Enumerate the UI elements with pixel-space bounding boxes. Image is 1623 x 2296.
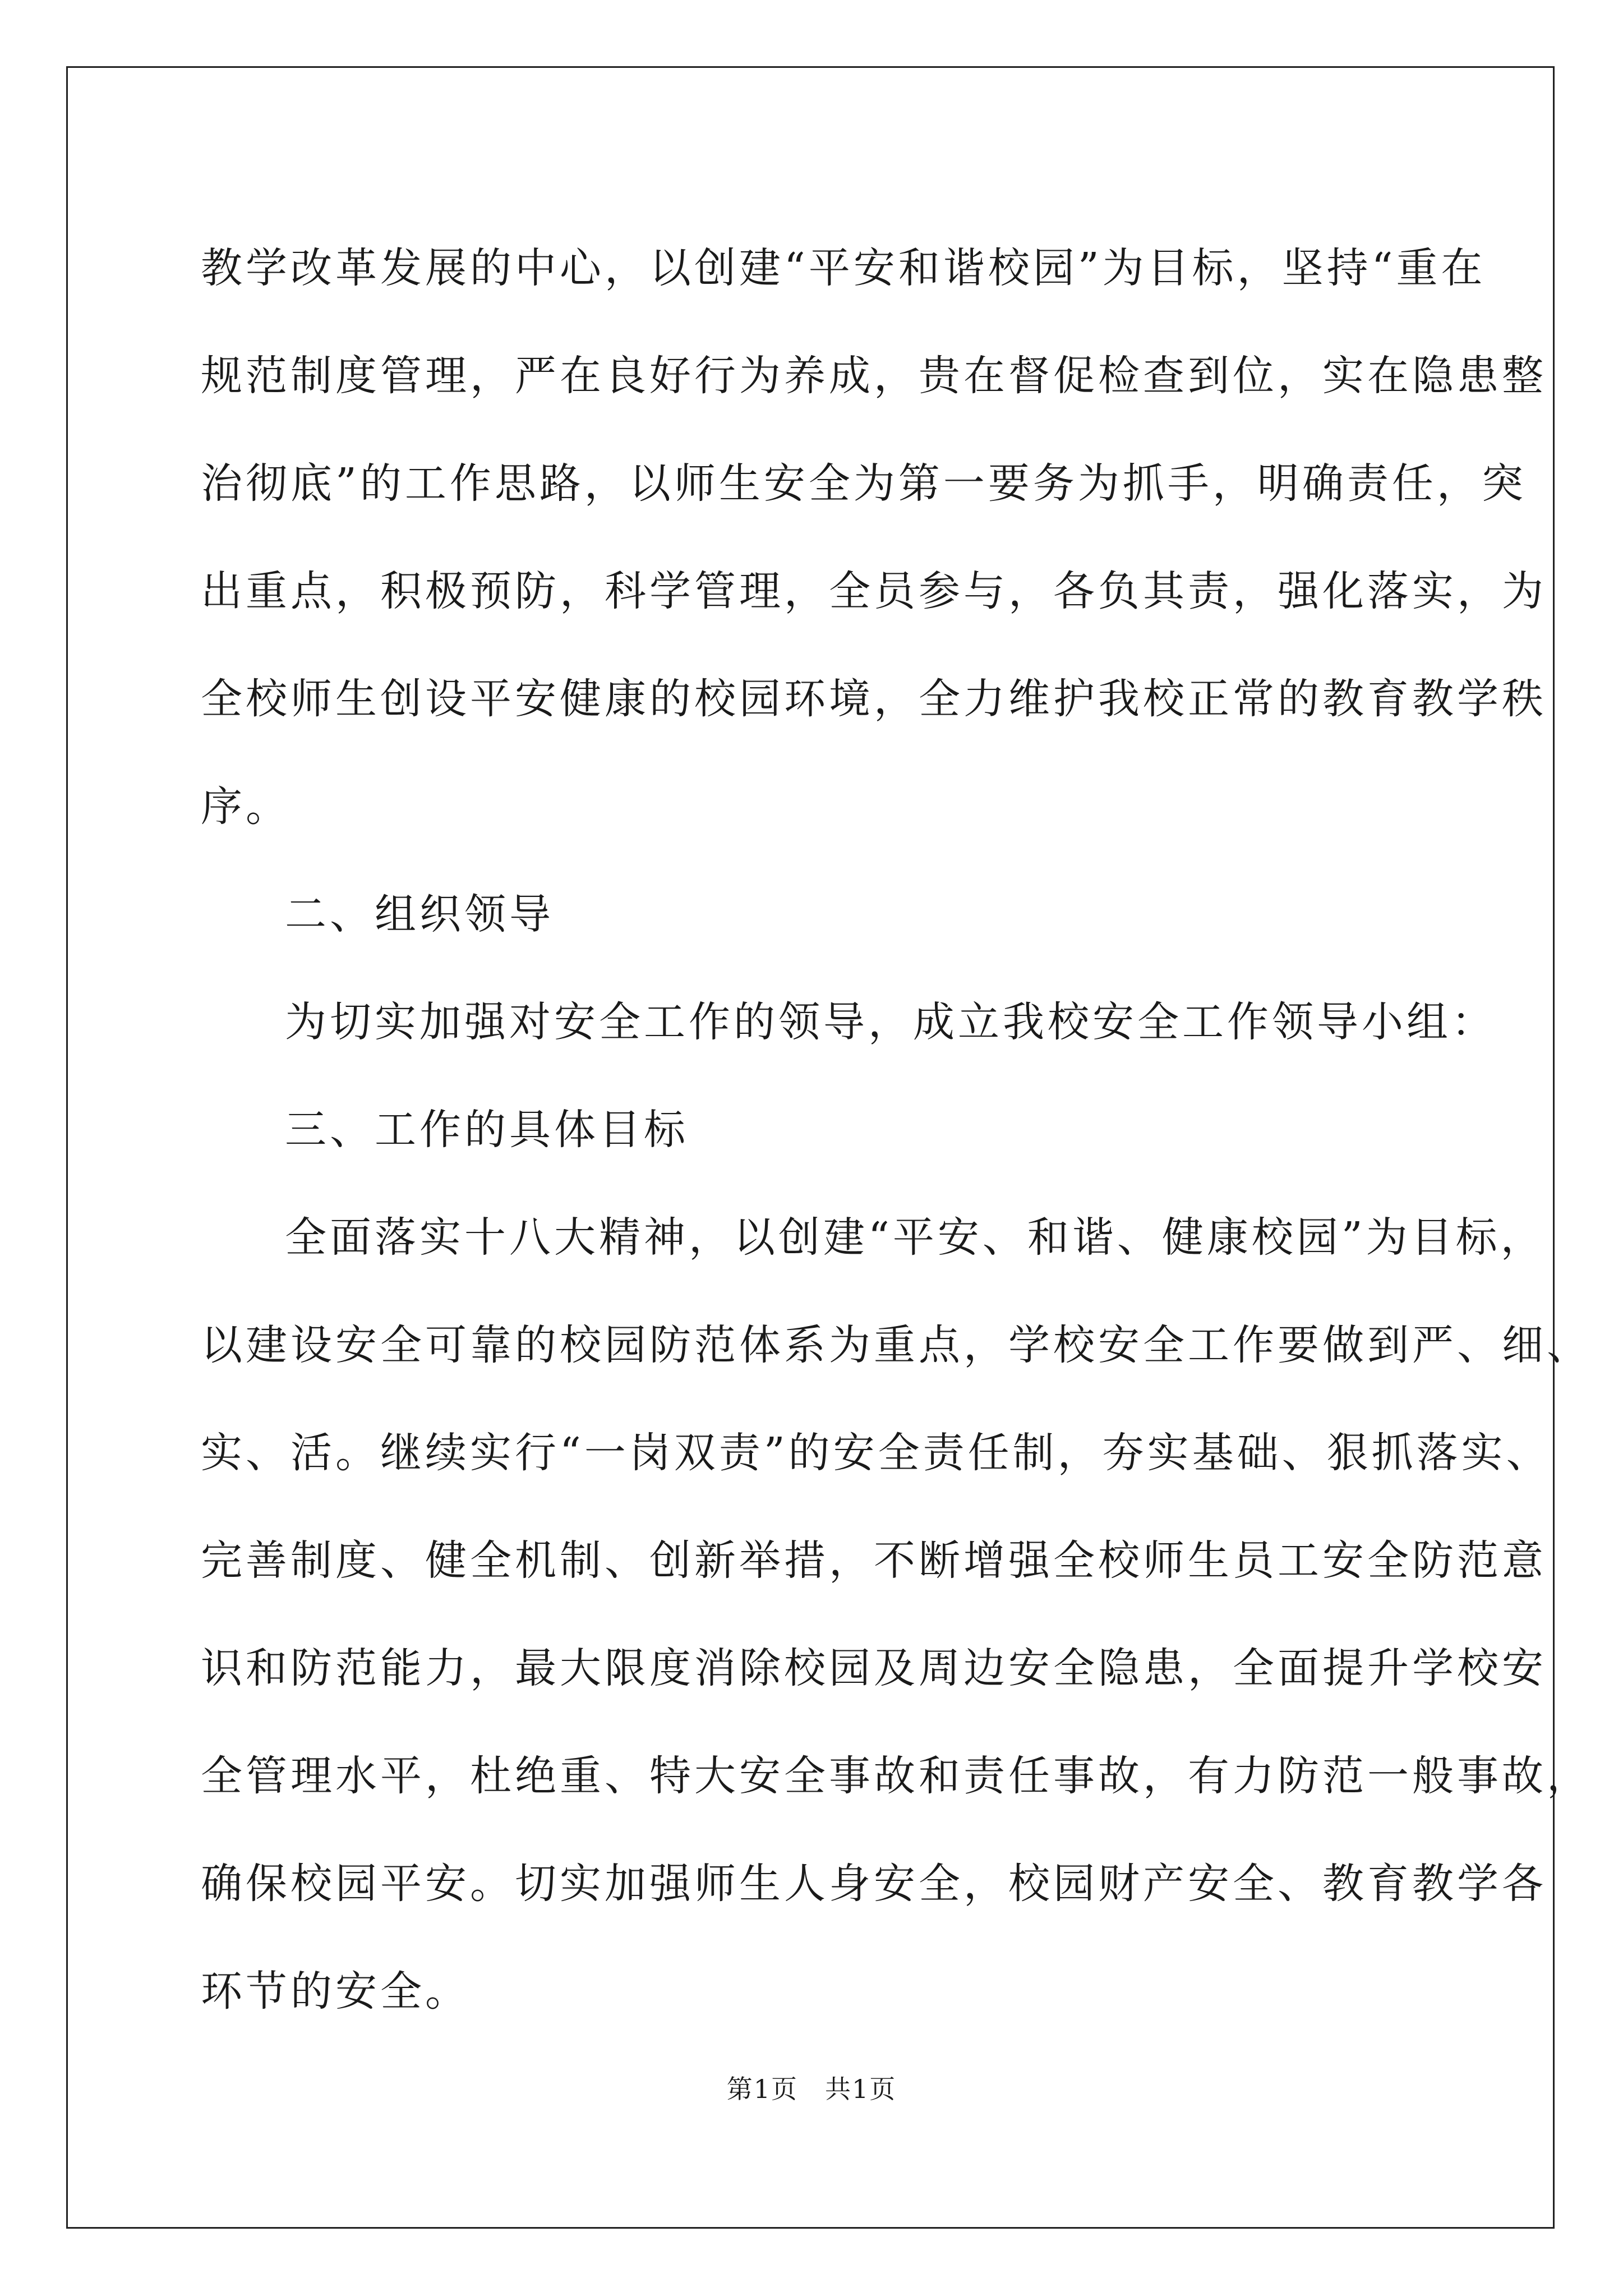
text-line: 出重点，积极预防，科学管理，全员参与，各负其责，强化落实，为 — [201, 567, 1547, 615]
text-line: 实、活。继续实行“一岗双责”的安全责任制，夯实基础、狠抓落实、 — [201, 1429, 1551, 1477]
text-line: 三、工作的具体目标 — [285, 1106, 689, 1154]
text-line: 全面落实十八大精神，以创建“平安、和谐、健康校园”为目标， — [285, 1213, 1546, 1262]
text-line: 以建设安全可靠的校园防范体系为重点，学校安全工作要做到严、细、 — [201, 1321, 1592, 1369]
text-line: 全管理水平，杜绝重、特大安全事故和责任事故，有力防范一般事故， — [201, 1752, 1592, 1800]
text-line: 全校师生创设平安健康的校园环境，全力维护我校正常的教育教学秩 — [201, 675, 1547, 723]
text-line: 教学改革发展的中心，以创建“平安和谐校园”为目标，坚持“重在 — [201, 244, 1486, 292]
text-line: 确保校园平安。切实加强师生人身安全，校园财产安全、教育教学各 — [201, 1860, 1547, 1908]
text-line: 识和防范能力，最大限度消除校园及周边安全隐患，全面提升学校安 — [201, 1644, 1547, 1692]
text-line: 序。 — [201, 783, 291, 831]
page-number-footer: 第1页 共1页 — [726, 2074, 897, 2104]
text-line: 规范制度管理，严在良好行为养成，贵在督促检查到位，实在隐患整 — [201, 352, 1547, 400]
text-line: 二、组织领导 — [285, 890, 554, 938]
text-line: 治彻底”的工作思路，以师生安全为第一要务为抓手，明确责任，突 — [201, 459, 1527, 508]
text-line: 为切实加强对安全工作的领导，成立我校安全工作领导小组： — [285, 998, 1496, 1046]
text-line: 完善制度、健全机制、创新举措，不断增强全校师生员工安全防范意 — [201, 1536, 1547, 1585]
document-body — [201, 214, 1592, 2045]
text-line: 环节的安全。 — [201, 1967, 470, 2016]
